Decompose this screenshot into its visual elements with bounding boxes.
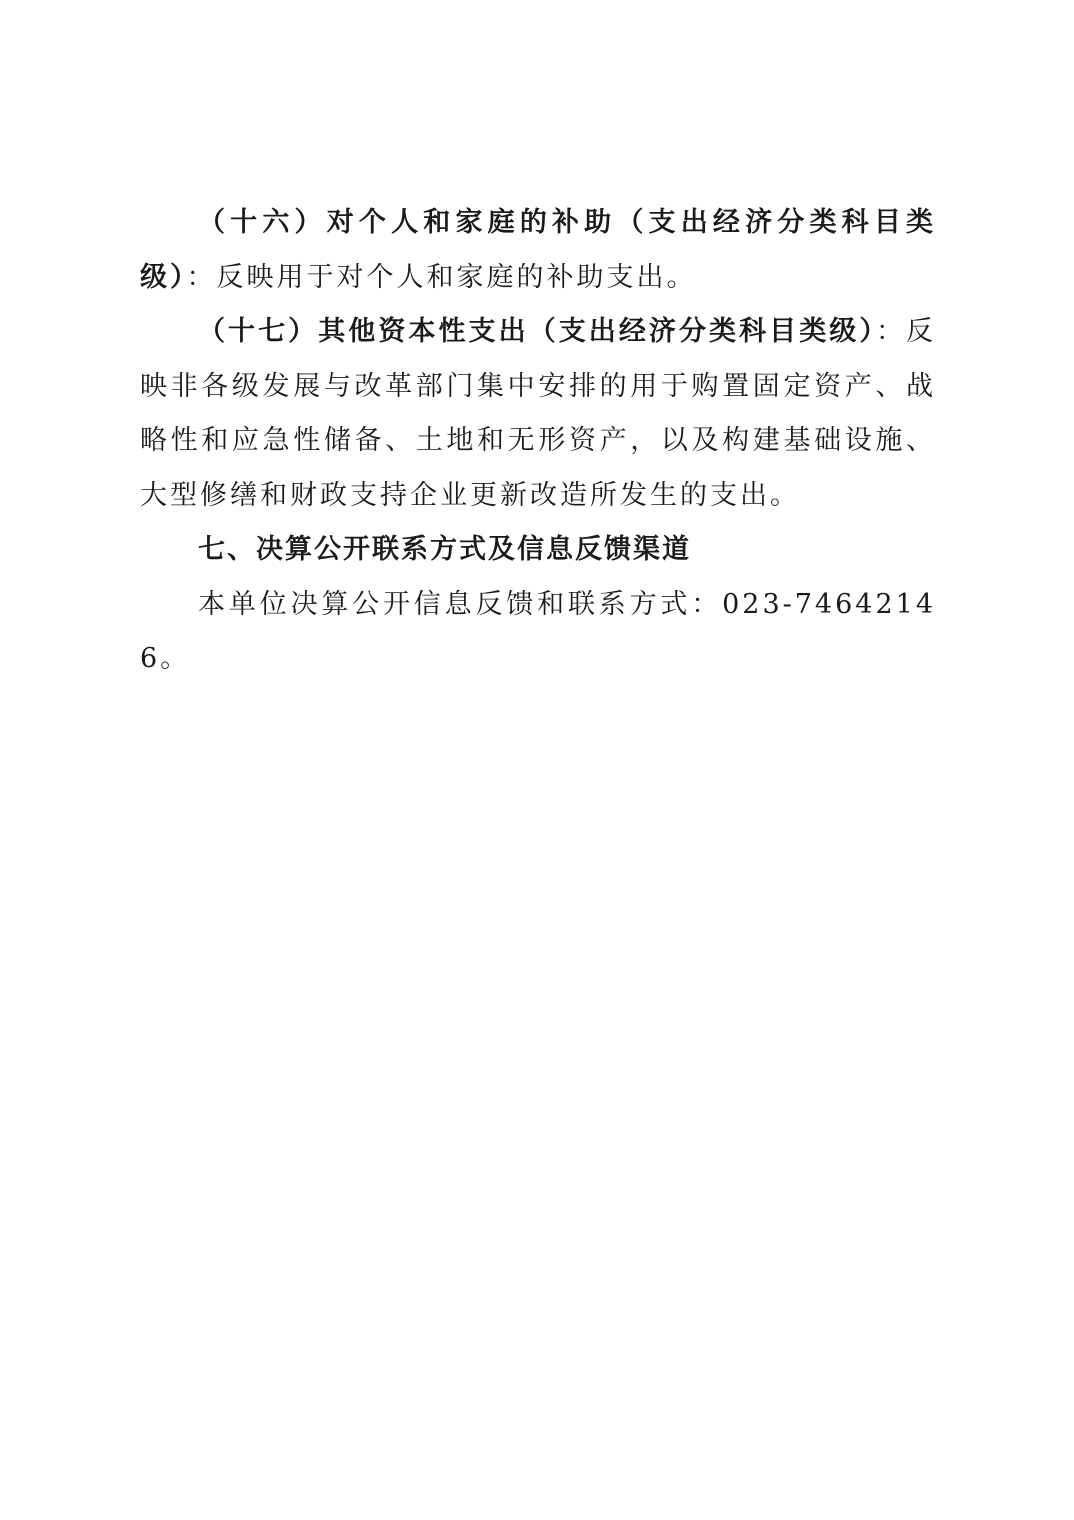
item-16-lead: （十六）对个人和家庭的补助（支出经济分类科目类级） bbox=[140, 207, 936, 293]
paragraph-item-17 bbox=[140, 305, 936, 523]
section-heading: 七、决算公开联系方式及信息反馈渠道 bbox=[198, 534, 691, 565]
item-16-body: ：反映用于对个人和家庭的补助支出。 bbox=[186, 261, 697, 293]
paragraph-item-16 bbox=[140, 196, 936, 305]
document-page bbox=[140, 196, 936, 687]
item-17-body: ：反映非各级发展与改革部门集中安排的用于购置固定资产、战略性和应急性储备、土地和无形资产，以及构建基础设施、大型修缮和财政支持企业更新改造所发生的支出。 bbox=[140, 316, 936, 511]
item-17-lead: （十七）其他资本性支出（支出经济分类科目类级） bbox=[198, 316, 876, 347]
contact-paragraph: 本单位决算公开信息反馈和联系方式：023-74642146。 bbox=[140, 588, 936, 674]
